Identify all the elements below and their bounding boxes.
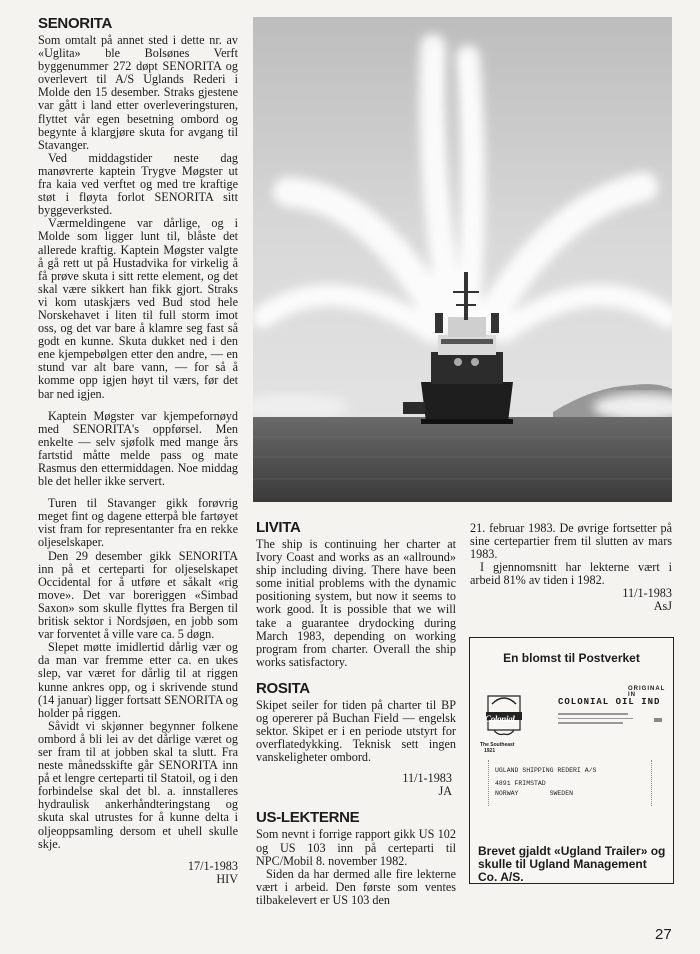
page-number: 27: [655, 926, 672, 943]
right-column: [470, 522, 672, 613]
senorita-paragraph: Såvidt vi skjønner begynner folkene ombord å bli lei av det dårlige været og ser fram til at jobben skal ta slutt. Fra neste månedsskifte går SENORITA inn på et lengre certeparti til Statoil, og i den forbindelse skal det bl. a. innstalleres hydraulisk ankerhåndteringstang og skuta skal utrustes for å kunne delta i oljeoppsamling dersom et uhell skulle skje.: [38, 718, 238, 851]
postmark-mark: [654, 718, 662, 722]
senorita-paragraph: Ved middagstider neste dag manøvrerte kaptein Trygve Møgster ut fra kaia ved verftet og med tre kraftige støt i fløyta forlot SENORITA sitt byggeverksted.: [38, 150, 238, 218]
senorita-paragraph: Turen til Stavanger gikk forøvrig meget fint og dagene etterpå ble fartøyet vist fram for representanter fra en rekke oljeselskaper.: [38, 496, 238, 550]
letterhead-fineprint: [558, 710, 648, 730]
rosita-text: Skipet seiler for tiden på charter til BP og opererer på Buchan Field — engelsk sektor. Skipet er i en periode utstyrt for overflatedykking. Teknisk sett ingen vanskeligheter ombord.: [256, 697, 456, 765]
address-line: NORWAY SWEDEN: [495, 790, 574, 797]
address-label: [488, 760, 652, 806]
livita-heading: LIVITA: [256, 519, 301, 536]
senorita-article: [38, 16, 238, 886]
senorita-paragraph: Værmeldingene var dårlige, og i Molde som ligger lunt til, blåste det allerede kraftig. Kaptein Møgster valgte å gå rett ut på Hustadvika for virkelig å få prøve skuta i sitt rette element, og det skal være sikkert han fikk gjort. Straks vi kom utaskjærs ved Bud stod hele Norskehavet i liten til full storm imot oss, og det var bare å klamre seg fast så godt en kunne. Skuta dukket ned i den ene kjempebølgen etter den andre, — en stund var alt bare vann, — for så å komme opp igjen høyt til værs, før det bar ned igjen.: [38, 216, 238, 401]
senorita-paragraph: Som omtalt på annet sted i dette nr. av «Uglita» ble Bolsønes Verft byggenummer 272 døpt SENORITA og overlevert til A/S Uglands Rederi i Molde den 15 desember. Straks gjestene var gått i land etter overleveringsturen, flyttet vår egen besetning ombord og begynte å klargjøre skuta for avgang til Stavanger.: [38, 33, 238, 152]
logo-tagline: The Southeast: [480, 742, 515, 748]
envelope-image: [478, 680, 664, 830]
logo-year: 1921: [484, 748, 496, 754]
uslekterne-date: 11/1-1983: [622, 586, 672, 601]
address-line: UGLAND SHIPPING REDERI A/S: [495, 767, 597, 774]
uslekterne-author: AsJ: [653, 599, 672, 614]
senorita-date: 17/1-1983: [187, 858, 238, 873]
uslekterne-paragraph: Som nevnt i forrige rapport gikk US 102 og US 103 inn på certeparti til NPC/Mobil 8. november 1982.: [256, 827, 456, 868]
uslekterne-paragraph: Siden da har dermed alle fire lekterne vært i arbeid. Den første som ventes tilbakelevert er US 103 den: [256, 866, 456, 907]
uslekterne-heading: US-LEKTERNE: [256, 809, 360, 827]
postverket-box: [469, 637, 674, 884]
senorita-heading: SENORITA: [38, 15, 112, 32]
senorita-paragraph: Slepet møtte imidlertid dårlig vær og da man var fremme etter ca. en ukes slep, var været for dårlig til at riggen kunne ankres opp, og i skrivende stund (14 januar) ligger fortsatt SENORITA og holder på riggen.: [38, 640, 238, 720]
senorita-paragraph: Den 29 desember gikk SENORITA inn på et certeparti for oljeselskapet Occidental for å utføre et såkalt «rig move». Det var boreriggen «Simbad Saxon» som skulle flyttes fra Bergen til britisk sektor i Nordsjøen, en jobb som var forventet å ville vare ca. 5 døgn.: [38, 548, 238, 642]
senorita-paragraph: Kaptein Møgster var kjempefornøyd med SENORITA's oppførsel. Men enkelte — selv sjøfolk med mange års fartstid måtte melde pass og mate Rasmus den ettermiddagen. Noe middag ble det heller ikke servert.: [38, 408, 238, 489]
letterhead-line: ORIGINAL IN: [628, 686, 666, 698]
uslekterne-continued: 21. februar 1983. De øvrige fortsetter på sine certepartier frem til slutten av mars 1983.: [470, 521, 672, 562]
rosita-author: JA: [438, 784, 452, 799]
postverket-text: Brevet gjaldt «Ugland Trailer» og skulle til Ugland Management Co. A/S.: [478, 844, 666, 884]
address-line: 4891 FRIMSTAD: [495, 780, 546, 787]
postverket-title: En blomst til Postverket: [503, 651, 640, 665]
letterhead-company: COLONIAL OIL IND: [558, 697, 661, 707]
middle-column: [256, 520, 456, 907]
rosita-heading: ROSITA: [256, 679, 310, 697]
ship-photo: [253, 17, 672, 502]
senorita-author: HIV: [216, 871, 238, 886]
rosita-date: 11/1-1983: [402, 771, 452, 786]
ship-fire-fighting-image: [253, 17, 672, 502]
livita-text: The ship is continuing her charter at Ivory Coast and works as an «allround» ship including diving. There have been some initial problems with the dynamic positioning system, but now it seems to work good. It is possible that we will take a guarantee drydocking during March 1983, depending on working program from charter. Overall the ship works satisfactory.: [256, 537, 456, 669]
uslekterne-continued: I gjennomsnitt har lekterne vært i arbeid 81% av tiden i 1982.: [470, 560, 672, 588]
logo-text: Colonial: [485, 714, 515, 724]
